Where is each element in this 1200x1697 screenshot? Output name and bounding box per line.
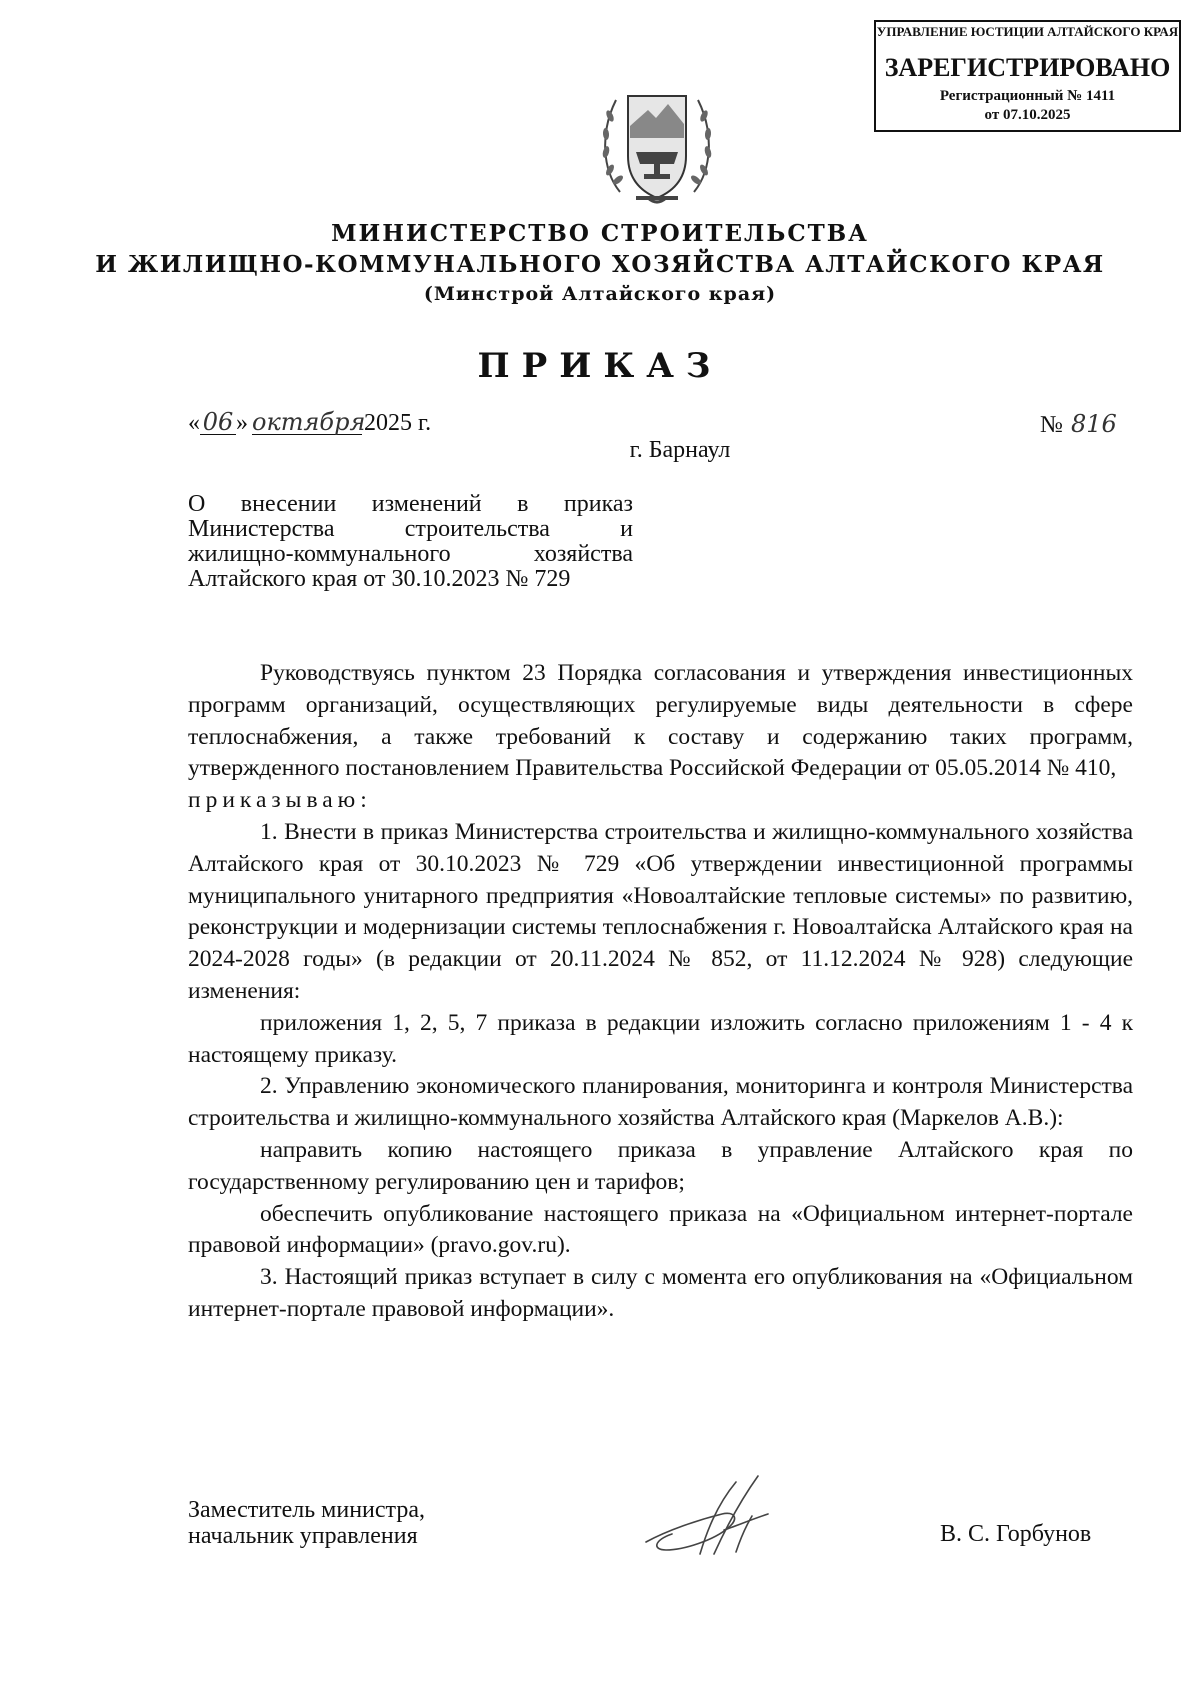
ministry-name-line1: МИНИСТЕРСТВО СТРОИТЕЛЬСТВА [331,220,869,247]
order-word: приказываю: [188,787,372,814]
signer-position-line2: начальник управления [188,1523,418,1549]
item-1: 1. Внести в приказ Министерства строительства и жилищно-коммунального хозяйства Алтайского края от 30.10.2023 № 729 «Об утверждении инвестиционной программы муниципального унитарного предприятия «Новоалтайские тепловые системы» по развитию, реконструкции и модернизации системы теплоснабжения г. Новоалтайска Алтайского края на 2024-2028 годы» (в редакции от 20.11.2024 № 852, от 11.12.2024 № 928) следующие изменения: [188,818,1133,1004]
coat-of-arms-emblem [596,74,718,212]
order-subject [188,492,633,592]
stamp-reg [876,87,1179,125]
date-year: 2025 г. [364,410,432,436]
handwritten-signature [640,1470,780,1570]
registration-stamp [874,20,1181,132]
item-2-a: направить копию настоящего приказа в управление Алтайского края по государственному регулированию цен и тарифов; [188,1136,1133,1195]
document-type-title: ПРИКАЗ [477,346,723,386]
item-2: 2. Управлению экономического планирования, мониторинга и контроля Министерства строительства и жилищно-коммунального хозяйства Алтайского края (Маркелов А.В.): [188,1073,1133,1132]
item-3: 3. Настоящий приказ вступает в силу с момента его опубликования на «Официальном интернет-портале правовой информации». [188,1264,1133,1322]
date-month: октября [252,408,366,436]
date-open-quote: « [188,410,200,436]
stamp-org: УПРАВЛЕНИЕ ЮСТИЦИИ АЛТАЙСКОГО КРАЯ [876,24,1179,39]
item-1-sub: приложения 1, 2, 5, 7 приказа в редакции изложить согласно приложениям 1 - 4 к настоящему приказу. [188,1009,1133,1068]
signer-position-line1: Заместитель министра, [188,1497,425,1523]
ministry-name-line2: И ЖИЛИЩНО-КОММУНАЛЬНОГО ХОЗЯЙСТВА АЛТАЙСКОГО КРАЯ [95,251,1105,278]
stamp-status: ЗАРЕГИСТРИРОВАНО [884,53,1171,82]
date-day: 06 [200,410,236,435]
subject-line: Министерства строительства и [188,516,633,542]
subject-line: жилищно-коммунального хозяйства [188,541,633,567]
stamp-reg-number: Регистрационный № 1411 [939,88,1116,104]
number-value: 816 [1071,410,1117,438]
date-close-quote: » [236,410,248,436]
order-number [1040,410,1119,439]
order-body [188,658,1133,1326]
ministry-short-name: (Минстрой Алтайского края) [423,283,777,305]
subject-line: О внесении изменений в приказ [188,491,633,517]
subject-line: Алтайского края от 30.10.2023 № 729 [188,566,571,592]
city: г. Барнаул [629,437,731,463]
item-2-b: обеспечить опубликование настоящего приказа на «Официальном интернет-портале правовой информации» (pravo.gov.ru). [188,1200,1133,1259]
order-date [188,410,431,437]
signer-name: В. С. Горбунов [940,1521,1092,1547]
preamble: Руководствуясь пунктом 23 Порядка согласования и утверждения инвестиционных программ организаций, осуществляющих регулируемые виды деятельности в сфере теплоснабжения, а также требований к составу и содержанию таких программ, утвержденного постановлением Правительства Российской Федерации от 05.05.2014 № 410, [188,660,1133,782]
stamp-reg-date: от 07.10.2025 [984,107,1071,123]
number-prefix: № [1040,412,1063,438]
signer-position [188,1497,425,1549]
